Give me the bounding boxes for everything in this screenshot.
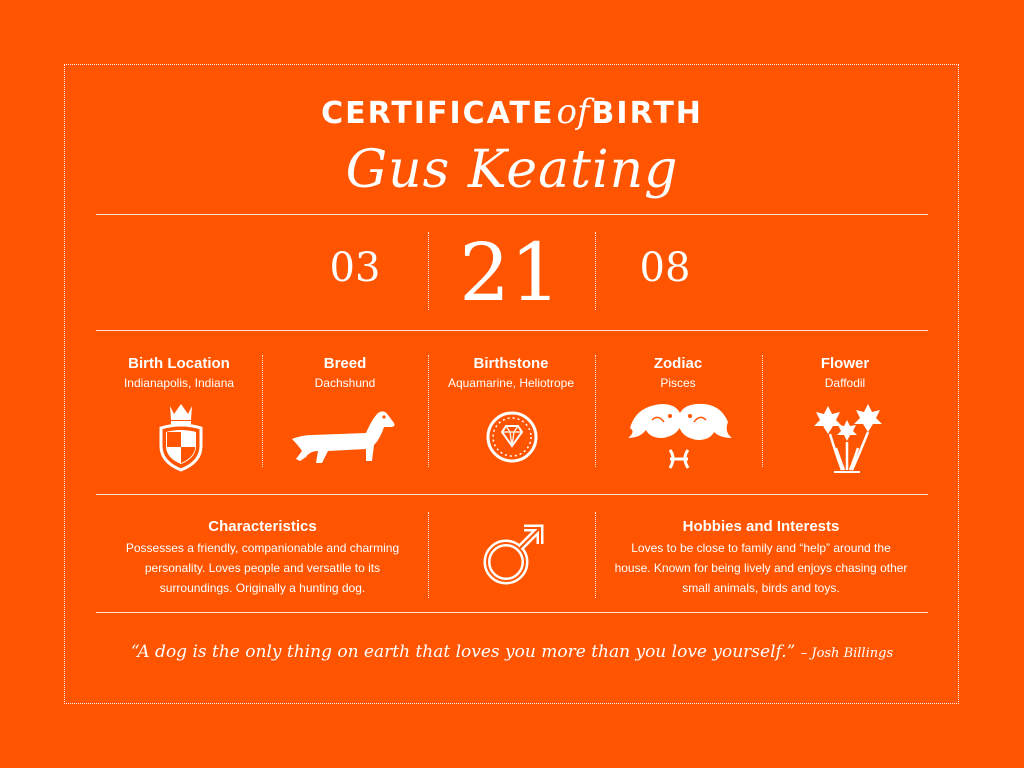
birth-month: 03	[329, 245, 381, 291]
attribute-flower	[762, 355, 928, 390]
title-of: of	[556, 92, 590, 132]
quote-text: “A dog is the only thing on earth that loves you more than you love yourself.”	[130, 642, 796, 662]
attribute-label: Birthstone	[473, 355, 549, 372]
divider-lower	[96, 494, 928, 495]
daffodil-icon	[806, 404, 886, 474]
divider-top	[96, 214, 928, 215]
birth-year: 08	[639, 245, 691, 291]
attribute-breed	[262, 355, 428, 390]
attribute-label: Flower	[820, 355, 870, 372]
attribute-label: Breed	[323, 355, 367, 372]
date-divider-right	[595, 232, 596, 310]
hobbies-section	[612, 518, 910, 598]
attribute-birthstone	[428, 355, 594, 390]
quote	[90, 642, 934, 662]
divider-bottom	[96, 612, 928, 613]
crown-shield-icon	[156, 400, 206, 472]
hobbies-text: Loves to be close to family and “help” around the house. Known for being lively and enjoys chasing other small animals, birds and toys.	[614, 541, 908, 595]
birth-day: 21	[459, 226, 561, 319]
section-divider-left	[428, 512, 429, 598]
attribute-label: Zodiac	[653, 355, 703, 372]
characteristics-text: Possesses a friendly, companionable and charming personality. Loves people and versatile to its surroundings. Originally a hunting dog.	[125, 541, 400, 595]
pet-name: Gus Keating	[345, 140, 679, 200]
attribute-value: Indianapolis, Indiana	[123, 376, 235, 390]
attribute-label: Birth Location	[128, 355, 230, 372]
attribute-value: Pisces	[660, 376, 696, 390]
characteristics-label: Characteristics	[208, 518, 317, 535]
attribute-value: Aquamarine, Heliotrope	[447, 376, 575, 390]
dachshund-icon	[288, 405, 400, 471]
certificate-title	[0, 92, 1024, 132]
section-divider-right	[595, 512, 596, 598]
divider-middle	[96, 330, 928, 331]
title-birth: BIRTH	[591, 96, 703, 131]
title-certificate: CERTIFICATE	[321, 96, 555, 131]
attribute-zodiac	[595, 355, 761, 390]
pisces-fish-icon	[622, 398, 736, 472]
quote-author: – Josh Billings	[800, 646, 894, 661]
attribute-birth-location	[96, 355, 262, 390]
date-divider-left	[428, 232, 429, 310]
characteristics-section	[110, 518, 415, 598]
attribute-value: Daffodil	[824, 376, 866, 390]
diamond-medallion-icon	[485, 410, 539, 464]
hobbies-label: Hobbies and Interests	[682, 518, 840, 535]
male-symbol-icon	[480, 522, 550, 588]
attribute-value: Dachshund	[314, 376, 376, 390]
